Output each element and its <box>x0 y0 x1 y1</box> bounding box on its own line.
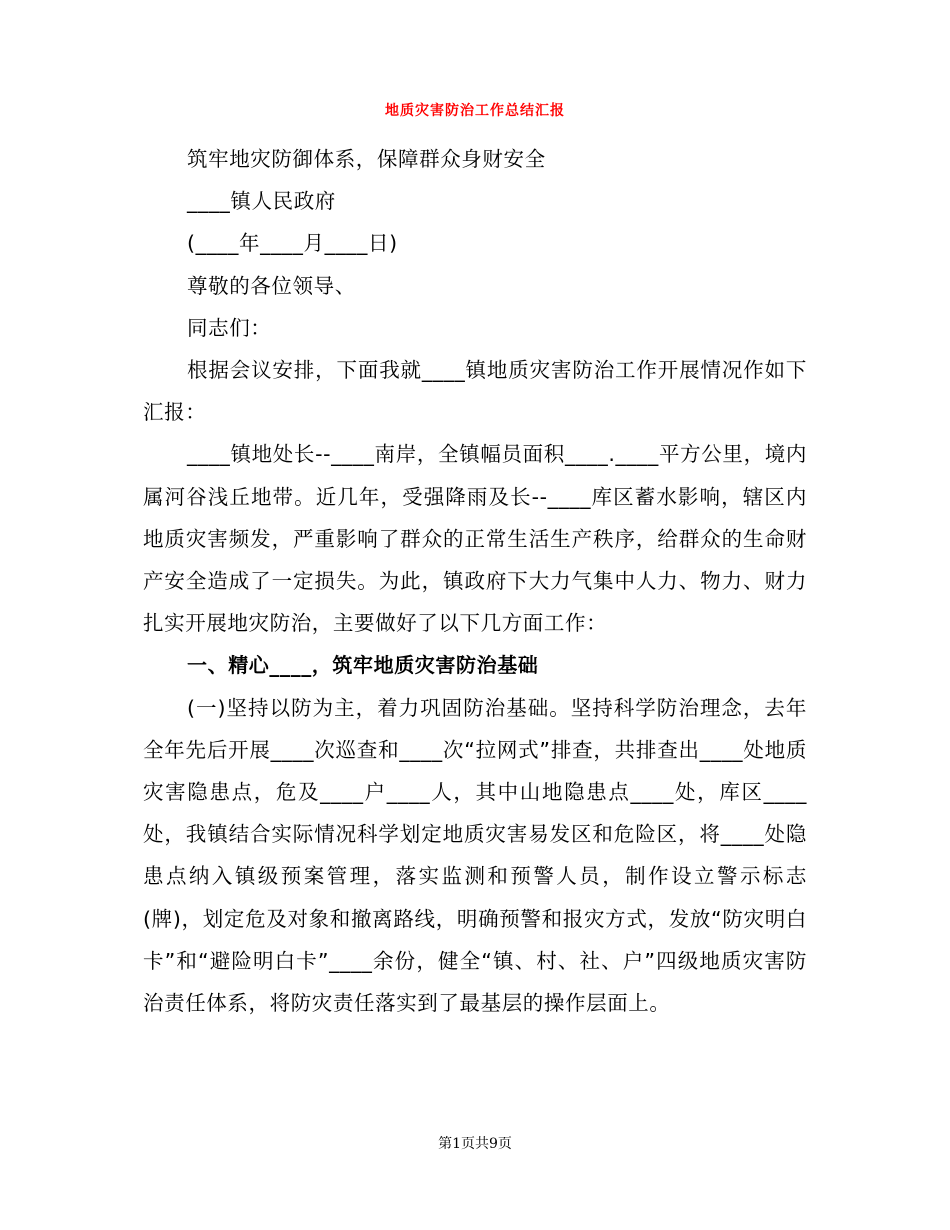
salutation-paragraph: 尊敬的各位领导、 <box>187 273 356 298</box>
document-body <box>143 138 807 1024</box>
page-number: 第1页共9页 <box>438 1136 512 1152</box>
intro-paragraph: 根据会议安排，下面我就____镇地质灾害防治工作开展情况作如下汇报： <box>143 358 807 425</box>
document-title: 地质灾害防治工作总结汇报 <box>385 103 565 119</box>
issuer-paragraph: ____镇人民政府 <box>187 189 336 214</box>
subtitle-paragraph: 筑牢地灾防御体系，保障群众身财安全 <box>187 147 546 171</box>
salutation-paragraph-2: 同志们： <box>187 315 272 340</box>
background-paragraph: ____镇地处长--____南岸，全镇幅员面积____.____平方公里，境内属河谷浅丘地带。近几年，受强降雨及长--____库区蓄水影响，辖区内地质灾害频发，严重影响了群众的正常生活生产秩序，给群众的生命财产安全造成了一定损失。为此，镇政府下大力气集中人力、物力、财力扎实开展地灾防治，主要做好了以下几方面工作： <box>143 442 807 636</box>
date-paragraph: (____年____月____日) <box>187 231 398 256</box>
section-heading: 一、精心____，筑牢地质灾害防治基础 <box>187 653 539 678</box>
section-paragraph: (一)坚持以防为主，着力巩固防治基础。坚持科学防治理念，去年全年先后开展____次巡查和____次“拉网式”排查，共排查出____处地质灾害隐患点，危及____户____人，其中山地隐患点____处，库区____处，我镇结合实际情况科学划定地质灾害易发区和危险区，将____处隐患点纳入镇级预案管理，落实监测和预警人员，制作设立警示标志(牌)，划定危及对象和撤离路线，明确预警和报灾方式，发放“防灾明白卡”和“避险明白卡”____余份，健全“镇、村、社、户”四级地质灾害防治责任体系，将防灾责任落实到了最基层的操作层面上。 <box>143 695 807 1016</box>
